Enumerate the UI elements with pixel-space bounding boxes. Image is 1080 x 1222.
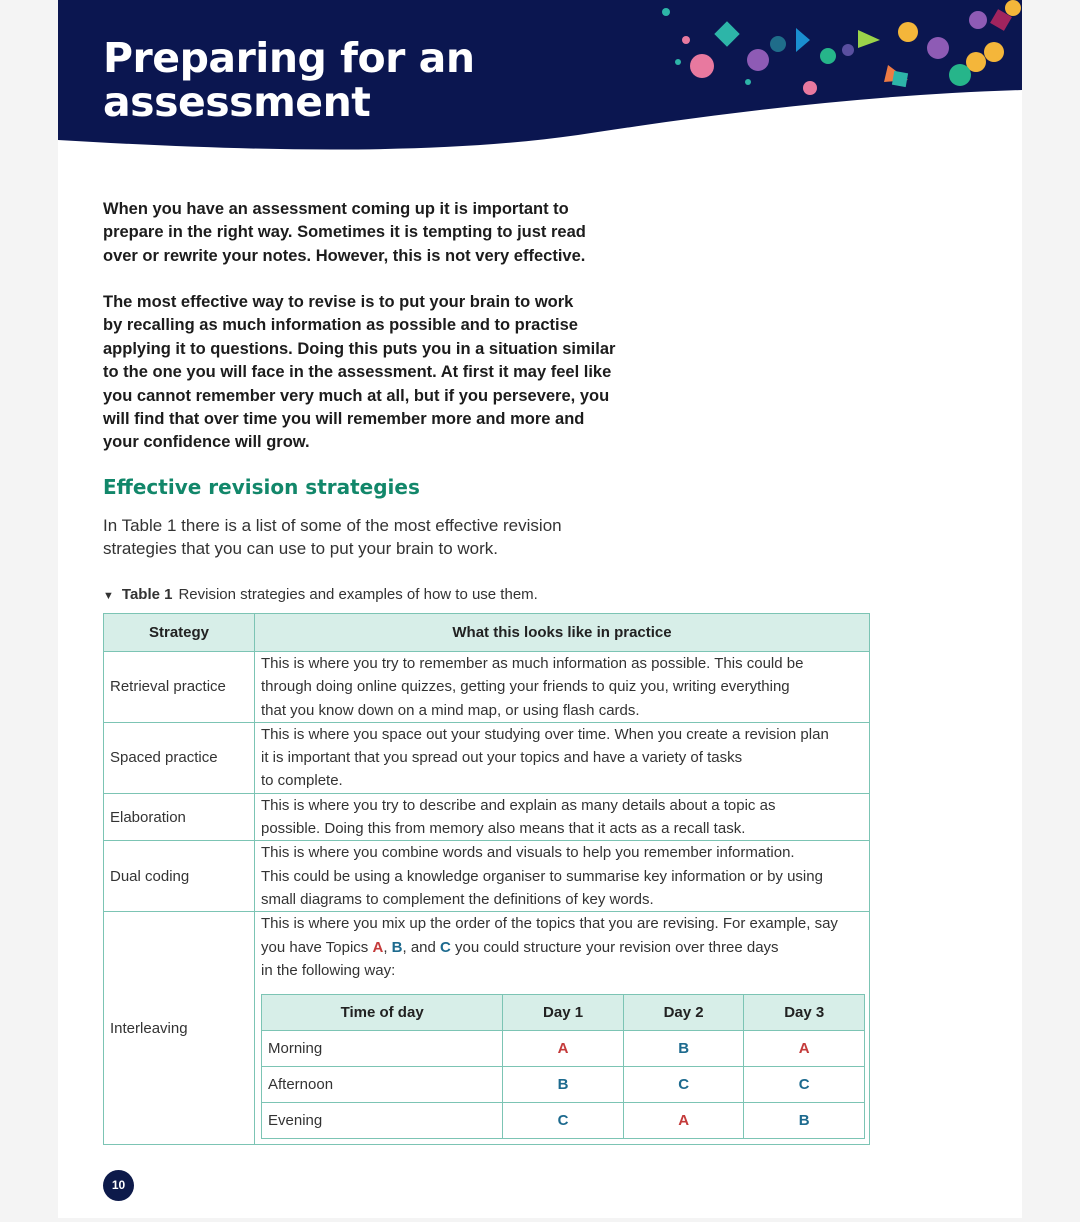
table-row [104, 722, 870, 793]
column-header: Day 2 [623, 995, 744, 1031]
topic-c: C [440, 938, 451, 956]
description-cell [255, 841, 870, 912]
topic-cell: A [623, 1103, 744, 1139]
title-line: assessment [103, 78, 371, 126]
table-row [104, 652, 870, 723]
text-line: by recalling as much information as possible and to practise [103, 316, 578, 335]
topic-cell: A [503, 1031, 624, 1067]
topic-cell: C [623, 1067, 744, 1103]
text-line: This is where you try to describe and explain as many details about a topic as [261, 796, 776, 814]
intro-paragraph-1 [103, 198, 586, 268]
topic-cell: C [744, 1067, 865, 1103]
text-line: strategies that you can use to put your brain to work. [103, 539, 498, 559]
caption-text: Revision strategies and examples of how to use them. [178, 586, 538, 603]
strategy-cell: Dual coding [104, 841, 255, 912]
column-header: Strategy [104, 614, 255, 652]
text-line: This could be using a knowledge organiser to summarise key information or by using [261, 867, 823, 885]
text-line [261, 936, 865, 959]
table-row [104, 841, 870, 912]
text-line: In Table 1 there is a list of some of the most effective revision [103, 516, 562, 535]
text-segment: , [383, 938, 392, 956]
page-title [103, 36, 475, 124]
interleaving-schedule-table [261, 994, 865, 1139]
text-line: you cannot remember very much at all, but if you persevere, you [103, 386, 610, 405]
text-line: to complete. [261, 772, 343, 790]
time-cell: Evening [262, 1103, 503, 1139]
strategy-cell: Elaboration [104, 793, 255, 841]
text-line: This is where you try to remember as much information as possible. This could be [261, 655, 804, 672]
section-heading: Effective revision strategies [103, 475, 420, 499]
table-label: Table 1 [121, 586, 173, 603]
triangle-marker-icon: ▼ [103, 590, 114, 602]
table-caption [103, 586, 538, 603]
description-cell [255, 722, 870, 793]
text-line: prepare in the right way. Sometimes it is tempting to just read [103, 223, 586, 242]
text-line: applying it to questions. Doing this puts you in a situation similar [103, 339, 616, 358]
description-cell [255, 652, 870, 723]
column-header: Time of day [262, 995, 503, 1031]
text-line: The most effective way to revise is to put your brain to work [103, 293, 574, 311]
text-segment: you could structure your revision over three days [450, 938, 779, 956]
table-row [104, 912, 870, 1145]
topic-cell: C [503, 1103, 624, 1139]
schedule-row [262, 1103, 865, 1139]
schedule-header-row [262, 995, 865, 1031]
topic-cell: B [744, 1103, 865, 1139]
text-line: over or rewrite your notes. However, this is not very effective. [103, 246, 586, 265]
text-line: When you have an assessment coming up it is important to [103, 200, 569, 218]
description-cell [255, 912, 870, 1145]
topic-b: B [391, 938, 403, 956]
strategy-cell: Spaced practice [104, 722, 255, 793]
text-line: possible. Doing this from memory also means that it acts as a recall task. [261, 820, 746, 838]
section-intro [103, 514, 562, 561]
revision-strategies-table [103, 613, 870, 1145]
intro-paragraph-2 [103, 291, 615, 455]
text-line: small diagrams to complement the definitions of key words. [261, 890, 654, 908]
page-number: 10 [103, 1170, 134, 1201]
column-header: Day 1 [503, 995, 624, 1031]
text-segment: you have Topics [261, 938, 373, 956]
text-line: in the following way: [261, 961, 396, 979]
table-header-row [104, 614, 870, 652]
topic-cell: B [623, 1031, 744, 1067]
topic-a: A [372, 938, 384, 956]
text-line: through doing online quizzes, getting your friends to quiz you, writing everything [261, 678, 790, 696]
text-line: your confidence will grow. [103, 433, 310, 452]
column-header: Day 3 [744, 995, 865, 1031]
text-line: it is important that you spread out your topics and have a variety of tasks [261, 749, 743, 767]
text-segment: , and [402, 938, 441, 956]
topic-cell: A [744, 1031, 865, 1067]
column-header: What this looks like in practice [255, 614, 870, 652]
title-line: Preparing for an [103, 34, 475, 82]
strategy-cell: Interleaving [104, 912, 255, 1145]
time-cell: Morning [262, 1031, 503, 1067]
text-line: This is where you mix up the order of the topics that you are revising. For example, say [261, 915, 838, 933]
topic-cell: B [503, 1067, 624, 1103]
text-line: that you know down on a mind map, or using flash cards. [261, 701, 640, 719]
schedule-row [262, 1067, 865, 1103]
text-line: to the one you will face in the assessment. At first it may feel like [103, 363, 612, 382]
strategy-cell: Retrieval practice [104, 652, 255, 723]
time-cell: Afternoon [262, 1067, 503, 1103]
document-page [58, 0, 1022, 1218]
text-line: This is where you space out your studying over time. When you create a revision plan [261, 725, 829, 743]
schedule-row [262, 1031, 865, 1067]
text-line: will find that over time you will remember more and more and [103, 410, 585, 429]
description-cell [255, 793, 870, 841]
text-line: This is where you combine words and visuals to help you remember information. [261, 844, 795, 862]
table-row [104, 793, 870, 841]
